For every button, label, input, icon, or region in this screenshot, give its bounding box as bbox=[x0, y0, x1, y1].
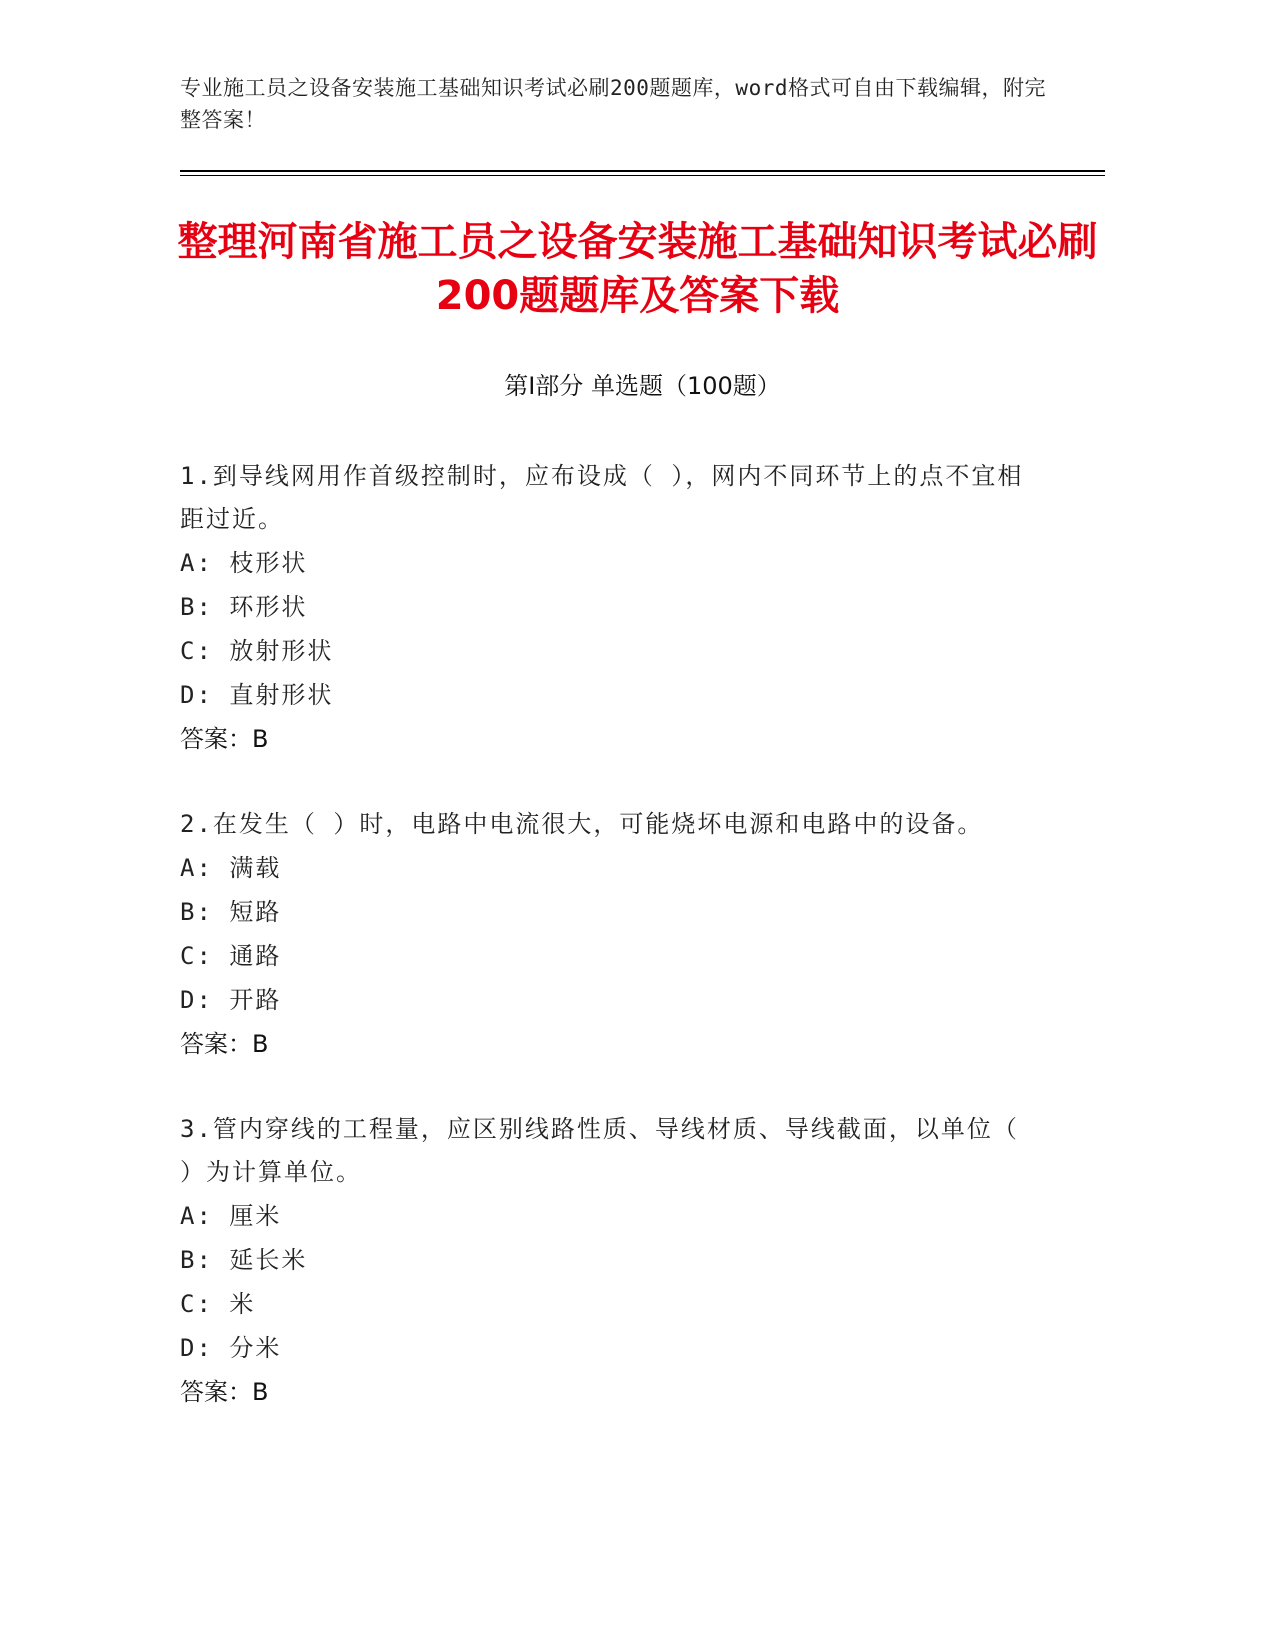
question-stem: 1.到导线网用作首级控制时，应布设成（ ），网内不同环节上的点不宜相距过近。 bbox=[180, 462, 1024, 533]
section-heading: 第I部分 单选题（100题） bbox=[504, 372, 781, 400]
header-note: 专业施工员之设备安装施工基础知识考试必刷200题题库，word格式可自由下载编辑，附完整答案！ bbox=[180, 76, 1046, 132]
answer-line: 答案：B bbox=[180, 1030, 269, 1058]
question-block bbox=[180, 455, 1040, 761]
answer-line: 答案：B bbox=[180, 725, 269, 753]
header-divider-thick bbox=[180, 170, 1105, 172]
option-d: D: 直射形状 bbox=[180, 681, 334, 709]
header-divider-thin bbox=[180, 175, 1105, 176]
option-c: C: 通路 bbox=[180, 942, 282, 970]
option-d: D: 开路 bbox=[180, 986, 282, 1014]
question-block bbox=[180, 803, 1040, 1066]
option-a: A: 满载 bbox=[180, 854, 282, 882]
question-stem: 3.管内穿线的工程量，应区别线路性质、导线材质、导线截面，以单位（ ）为计算单位。 bbox=[180, 1115, 1019, 1186]
option-c: C: 米 bbox=[180, 1290, 256, 1318]
option-b: B: 延长米 bbox=[180, 1246, 308, 1274]
question-stem: 2.在发生（ ）时，电路中电流很大，可能烧坏电源和电路中的设备。 bbox=[180, 810, 984, 838]
option-c: C: 放射形状 bbox=[180, 637, 334, 665]
question-block bbox=[180, 1108, 1040, 1414]
option-b: B: 环形状 bbox=[180, 593, 308, 621]
document-title: 整理河南省施工员之设备安装施工基础知识考试必刷200题题库及答案下载 bbox=[177, 219, 1098, 319]
option-a: A: 枝形状 bbox=[180, 549, 308, 577]
option-a: A: 厘米 bbox=[180, 1202, 282, 1230]
answer-line: 答案：B bbox=[180, 1378, 269, 1406]
option-d: D: 分米 bbox=[180, 1334, 282, 1362]
option-b: B: 短路 bbox=[180, 898, 282, 926]
